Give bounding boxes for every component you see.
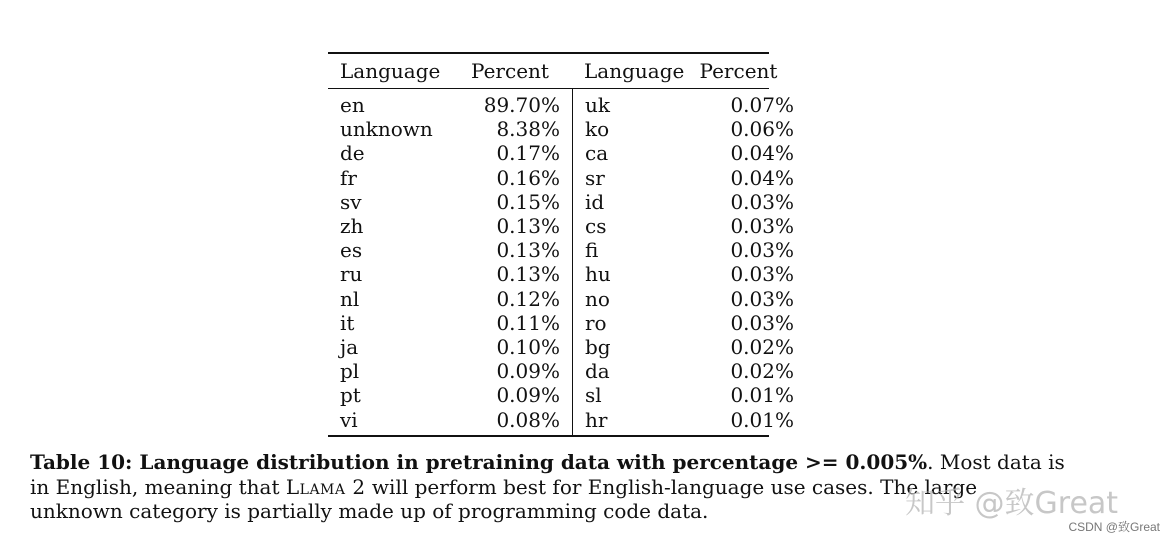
cell-language-2: sl xyxy=(585,383,602,408)
cell-language-1: pt xyxy=(340,383,361,408)
cell-percent-2: 0.04% xyxy=(730,141,794,166)
cell-language-2: ca xyxy=(585,141,609,166)
caption-text-1: . Most data is in English, meaning that xyxy=(30,450,1065,499)
cell-language-1: ru xyxy=(340,262,363,287)
cell-percent-1: 0.16% xyxy=(460,166,573,190)
cell-language-1: vi xyxy=(340,407,358,432)
table-body xyxy=(328,89,806,435)
header-percent-2: Percent xyxy=(699,58,778,83)
cell-language-2: no xyxy=(585,286,610,311)
table-row xyxy=(328,89,806,117)
cell-language-1: nl xyxy=(340,286,360,311)
cell-language-1: fr xyxy=(340,165,357,190)
cell-percent-2: 0.03% xyxy=(730,310,794,335)
table-row xyxy=(328,214,806,238)
header-language-1: Language xyxy=(340,58,441,83)
cell-percent-2: 0.04% xyxy=(730,165,794,190)
cell-percent-1: 0.12% xyxy=(460,287,573,311)
cell-percent-2: 0.03% xyxy=(730,286,794,311)
cell-language-2: ko xyxy=(585,117,610,142)
cell-percent-1: 0.08% xyxy=(460,408,573,435)
language-distribution-table xyxy=(328,52,794,437)
cell-language-1: en xyxy=(340,93,365,117)
caption-model-name: Llama 2 xyxy=(285,474,366,499)
cell-percent-2: 0.02% xyxy=(730,359,794,384)
cell-percent-1: 89.70% xyxy=(460,89,573,117)
cell-language-1: unknown xyxy=(340,117,433,142)
cell-language-1: it xyxy=(340,310,355,335)
cell-percent-1: 0.13% xyxy=(460,238,573,262)
cell-percent-1: 0.09% xyxy=(460,359,573,383)
cell-language-2: ro xyxy=(585,310,607,335)
cell-percent-2: 0.01% xyxy=(730,383,794,408)
cell-language-1: sv xyxy=(340,189,362,214)
cell-language-1: zh xyxy=(340,214,364,239)
cell-percent-1: 0.17% xyxy=(460,141,573,165)
cell-language-2: id xyxy=(585,189,605,214)
cell-percent-1: 0.09% xyxy=(460,383,573,407)
cell-language-2: hr xyxy=(585,407,608,432)
cell-language-2: uk xyxy=(585,93,610,117)
header-language-2: Language xyxy=(584,58,685,83)
cell-percent-2: 0.03% xyxy=(730,214,794,239)
header-percent-1: Percent xyxy=(471,58,549,83)
cell-language-2: cs xyxy=(585,214,607,239)
cell-percent-1: 0.10% xyxy=(460,335,573,359)
cell-percent-1: 8.38% xyxy=(460,117,573,141)
table-row xyxy=(328,117,806,141)
cell-language-1: es xyxy=(340,238,363,263)
cell-language-1: de xyxy=(340,141,365,166)
table-row xyxy=(328,238,806,262)
table-row xyxy=(328,408,806,435)
table-row xyxy=(328,311,806,335)
table-bottom-rule xyxy=(328,435,769,437)
cell-percent-1: 0.13% xyxy=(460,262,573,286)
table-row xyxy=(328,262,806,286)
table-row xyxy=(328,141,806,165)
table-row xyxy=(328,383,806,407)
table-header-row xyxy=(328,54,805,88)
cell-language-1: pl xyxy=(340,359,360,384)
corner-watermark: CSDN @致Great xyxy=(1068,520,1160,534)
cell-percent-1: 0.15% xyxy=(460,190,573,214)
caption-label: Table 10: Language distribution in pretraining data with percentage >= 0.005% xyxy=(30,450,928,474)
table-row xyxy=(328,190,806,214)
cell-percent-2: 0.03% xyxy=(730,238,794,263)
cell-language-2: bg xyxy=(585,335,611,360)
cell-language-1: ja xyxy=(340,335,359,360)
watermark: 知乎 @致Great xyxy=(905,486,1119,521)
cell-language-2: hu xyxy=(585,262,611,287)
cell-percent-1: 0.11% xyxy=(460,311,573,335)
caption-text-2: will perform best for English-language use cases. The large unknown category is partially made up of programming code data. xyxy=(30,474,978,523)
cell-percent-1: 0.13% xyxy=(460,214,573,238)
cell-percent-2: 0.01% xyxy=(730,407,794,432)
table-row xyxy=(328,335,806,359)
table-row xyxy=(328,359,806,383)
table-row xyxy=(328,166,806,190)
table-row xyxy=(328,287,806,311)
cell-percent-2: 0.03% xyxy=(730,262,794,287)
cell-language-2: da xyxy=(585,359,610,384)
cell-percent-2: 0.07% xyxy=(730,93,794,117)
cell-percent-2: 0.06% xyxy=(730,117,794,142)
cell-percent-2: 0.02% xyxy=(730,335,794,360)
cell-percent-2: 0.03% xyxy=(730,189,794,214)
cell-language-2: fi xyxy=(585,238,599,263)
cell-language-2: sr xyxy=(585,165,605,190)
